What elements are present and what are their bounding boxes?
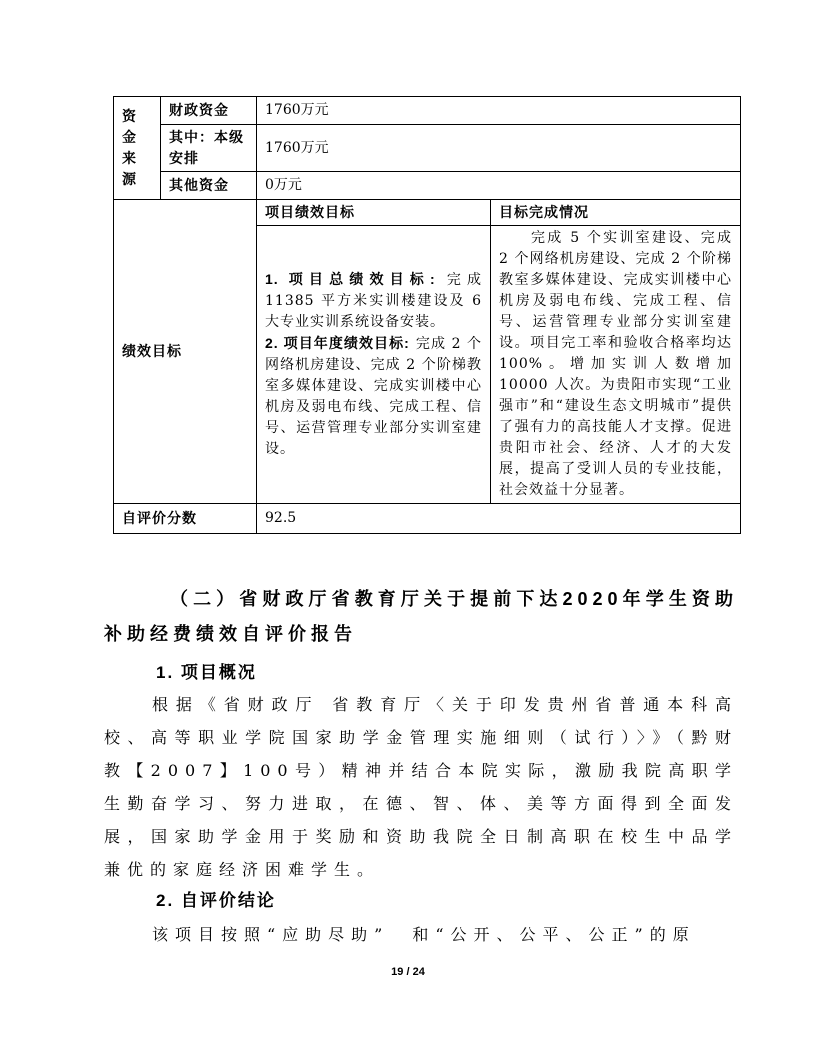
local-arrangement-value: 1760万元 <box>257 125 741 172</box>
local-arrangement-label: 其中：本级安排 <box>161 125 257 172</box>
fiscal-funds-value: 1760万元 <box>257 97 741 125</box>
self-evaluation-paragraph: 该项目按照“应助尽助” 和“公开、公平、公正”的原 <box>152 925 696 944</box>
table-row <box>114 200 741 226</box>
funding-source-label: 资金来源 <box>114 97 161 200</box>
overall-goal-text: 完成 11385 平方米实训楼建设及 6 大专业实训系统设备安装。 <box>265 272 482 330</box>
table-row <box>114 97 741 125</box>
overall-goal-label: 1. 项目总绩效目标: <box>265 271 436 287</box>
overall-goal <box>265 269 482 333</box>
other-funds-value: 0万元 <box>257 172 741 200</box>
fiscal-funds-label: 财政资金 <box>161 97 257 125</box>
table-row <box>114 125 741 172</box>
report-body <box>104 582 738 951</box>
annual-goal-label: 2. 项目年度绩效目标: <box>265 335 410 351</box>
annual-goal <box>265 333 482 460</box>
table-row <box>114 504 741 534</box>
project-goals-cell <box>257 226 491 504</box>
self-score-label: 自评价分数 <box>114 504 257 534</box>
subheading-project-overview: 1. 项目概况 <box>156 663 257 682</box>
project-goal-header: 项目绩效目标 <box>257 200 491 226</box>
section-heading: （二）省财政厅省教育厅关于提前下达2020年学生资助补助经费绩效自评价报告 <box>104 589 738 644</box>
page-number: 19 / 24 <box>391 966 425 978</box>
completion-status-cell <box>491 226 741 504</box>
self-score-value: 92.5 <box>257 504 741 534</box>
project-overview-paragraph: 根据《省财政厅 省教育厅〈关于印发贵州省普通本科高校、高等职业学院国家助学金管理实施细则（试行）〉》（黔财教【2007】100号）精神并结合本院实际，激励我院高职学生勤奋学习、努力进取，在德、智、体、美等方面得到全面发展，国家助学金用于奖励和资助我院全日制高职在校生中品学兼优的家庭经济困难学生。 <box>104 695 738 879</box>
table-row <box>114 172 741 200</box>
subheading-self-evaluation-conclusion: 2. 自评价结论 <box>156 891 276 910</box>
completion-status-text: 完成 5 个实训室建设、完成 2 个网络机房建设、完成 2 个阶梯教室多媒体建设、完成实训楼中心机房及弱电布线、完成工程、信号、运营管理专业部分实训室建设。项目完工率和验收合格率均达 100%。增加实训人数增加 10000 人次。为贵阳市实现“工业强市”和“建设生态文明城市”提供了强有力的高技能人才支撑。促进贵阳市社会、经济、人才的大发展，提高了受训人员的专业技能，社会效益十分显著。 <box>499 230 733 498</box>
performance-goal-row-label: 绩效目标 <box>114 200 257 504</box>
project-info-table <box>113 96 741 534</box>
annual-goal-text: 完成 2 个网络机房建设、完成 2 个阶梯教室多媒体建设、完成实训楼中心机房及弱电布线、完成工程、信号、运营管理专业部分实训室建设。 <box>265 336 482 457</box>
other-funds-label: 其他资金 <box>161 172 257 200</box>
completion-status-header: 目标完成情况 <box>491 200 741 226</box>
